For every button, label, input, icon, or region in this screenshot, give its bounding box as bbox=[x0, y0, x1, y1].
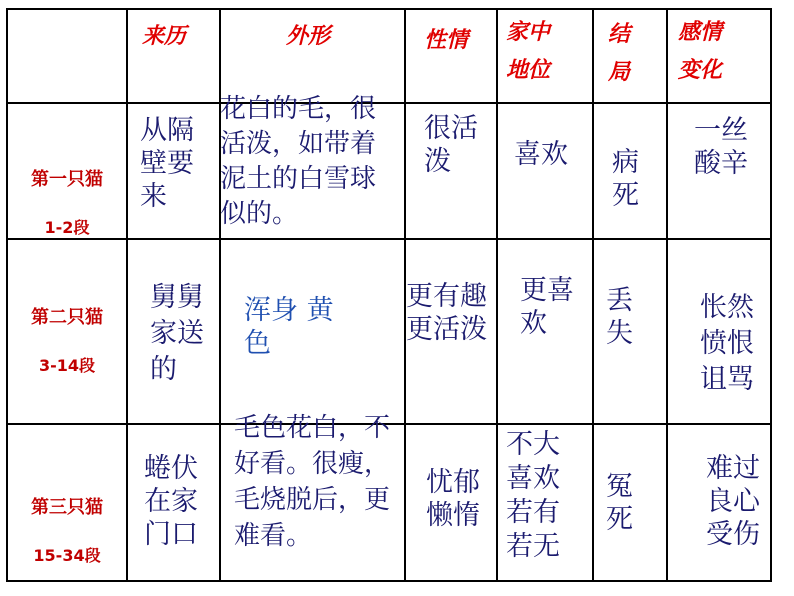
row3-appearance: 毛色花白，不 好看。很瘦， 毛烧脱后，更 难看。 bbox=[234, 413, 391, 551]
row1-origin: 从隔 壁要 来 bbox=[140, 115, 194, 212]
header-ending: 结 局 bbox=[608, 22, 631, 85]
header-status: 家中 地位 bbox=[506, 20, 551, 83]
row2-label bbox=[8, 284, 126, 399]
row3-origin: 蜷伏 在家 门口 bbox=[144, 453, 198, 550]
row2-label-range: 3-14段 bbox=[38, 356, 96, 375]
row1-appearance: 花白的毛，很 活泼，如带着 泥土的白雪球 似的。 bbox=[220, 94, 377, 229]
table-rule-col5 bbox=[592, 8, 594, 582]
row3-label-name: 第三只猫 bbox=[31, 497, 103, 518]
row2-ending: 丢 失 bbox=[606, 285, 633, 349]
row3-label-range: 15-34段 bbox=[33, 546, 101, 565]
row1-status: 喜欢 bbox=[514, 139, 568, 170]
header-origin: 来历 bbox=[142, 24, 187, 49]
table-border-right bbox=[770, 8, 772, 582]
row3-ending: 冤 死 bbox=[606, 471, 633, 535]
row2-feeling: 怅然 愤恨 诅骂 bbox=[700, 292, 754, 395]
table-rule-col1 bbox=[126, 8, 128, 582]
row1-ending: 病 死 bbox=[612, 147, 639, 211]
row3-label bbox=[8, 474, 126, 589]
row3-feeling: 难过 良心 受伤 bbox=[706, 453, 760, 550]
row2-temperament: 更有趣 更活泼 bbox=[406, 281, 487, 345]
row1-feeling: 一丝 酸辛 bbox=[694, 115, 748, 179]
row3-status: 不大 喜欢 若有 若无 bbox=[506, 429, 560, 562]
row1-label bbox=[8, 146, 126, 261]
table-rule-col6 bbox=[666, 8, 668, 582]
row1-temperament: 很活 泼 bbox=[424, 113, 478, 177]
table-rule-col4 bbox=[496, 8, 498, 582]
header-appearance: 外形 bbox=[286, 24, 331, 49]
row2-origin: 舅舅 家送 的 bbox=[150, 282, 204, 385]
table-border-top bbox=[6, 8, 772, 10]
row2-appearance: 浑身 黄 色 bbox=[244, 295, 334, 359]
row2-status: 更喜 欢 bbox=[520, 275, 574, 339]
table-rule-header bbox=[6, 102, 772, 104]
row2-label-name: 第二只猫 bbox=[31, 307, 103, 328]
row3-temperament: 忧郁 懒惰 bbox=[426, 467, 480, 531]
header-feeling: 感情 变化 bbox=[678, 20, 723, 83]
header-temperament: 性情 bbox=[424, 28, 469, 53]
row1-label-name: 第一只猫 bbox=[31, 169, 103, 190]
row1-label-range: 1-2段 bbox=[44, 218, 90, 237]
